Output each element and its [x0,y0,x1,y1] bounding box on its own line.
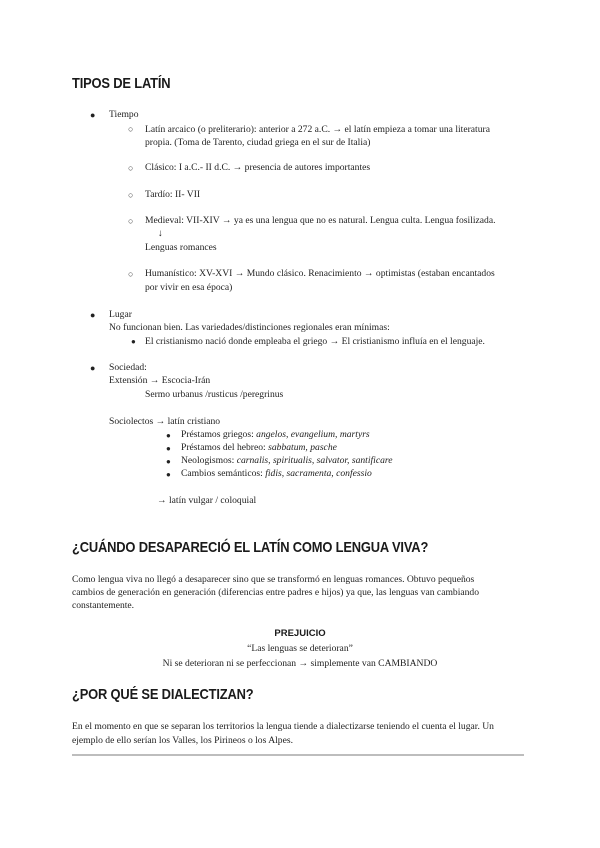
list-item: Préstamos del hebreo: sabbatum, pasche [181,442,337,453]
bullet-icon: ● [90,310,96,320]
list-item-sociedad: Sociedad: [109,362,147,373]
circle-bullet-icon: ○ [128,190,134,200]
bullet-icon: ● [166,457,171,466]
lugar-sub-item: El cristianismo nació donde empleaba el griego → El cristianismo influía en el lenguaje. [145,336,485,347]
list-item-clasico: Clásico: I a.C.- II d.C. → presencia de autores importantes [145,162,371,173]
list-item: Cambios semánticos: fidis, sacramenta, confessio [181,468,372,479]
list-item-humanistico: Humanístico: XV-XVI → Mundo clásico. Renacimiento → optimistas (estaban encantados [145,268,495,279]
prejuicio-line: Ni se deterioran ni se perfeccionan → simplemente van CAMBIANDO [162,658,438,669]
lenguas-romances: Lenguas romances [145,242,217,253]
list-item-arcaico-cont: propia. (Toma de Tarento, ciudad griega en el sur de Italia) [145,137,371,148]
bullet-icon: ● [90,363,96,373]
section-title-dialectizan: ¿POR QUÉ SE DIALECTIZAN? [72,686,254,703]
prejuicio-quote: “Las lenguas se deterioran” [247,643,353,654]
section-title-desaparecio: ¿CUÁNDO DESAPARECIÓ EL LATÍN COMO LENGUA VIVA? [72,539,429,556]
paragraph-line: Como lengua viva no llegó a desaparecer sino que se transformó en lenguas romances. Obtuvo pequeños [72,574,475,585]
circle-bullet-icon: ○ [128,124,134,134]
paragraph-line: constantemente. [72,600,135,611]
list-item-arcaico: Latín arcaico (o preliterario): anterior a 272 a.C. → el latín empieza a tomar una literatura [145,124,490,135]
paragraph-line: cambios de generación en generación (diferencias entre padres e hijos) ya que, las lenguas van cambiando [72,587,480,598]
section-title-tipos: TIPOS DE LATÍN [72,75,171,92]
arrow-down-icon: ↓ [158,228,163,239]
list-item-medieval: Medieval: VII-XIV → ya es una lengua que no es natural. Lengua culta. Lengua fosilizada. [145,215,496,226]
circle-bullet-icon: ○ [128,269,134,279]
bullet-icon: ● [166,444,171,453]
sociedad-sermo: Sermo urbanus /rusticus /peregrinus [145,389,284,400]
bullet-icon: ● [90,110,96,120]
list-item: Préstamos griegos: angelos, evangelium, martyrs [181,429,370,440]
list-item-tiempo: Tiempo [109,109,139,120]
list-item-humanistico-cont: por vivir en esa época) [145,282,233,293]
paragraph-line: ejemplo de ello serían los Valles, los Pirineos o los Alpes. [72,735,293,746]
latin-vulgar: → latín vulgar / coloquial [157,495,257,506]
prejuicio-title: PREJUICIO [274,628,326,639]
bullet-icon: ● [131,337,136,346]
lugar-text: No funcionan bien. Las variedades/distinciones regionales eran mínimas: [109,322,390,333]
list-item-tardio: Tardío: II- VII [145,189,201,200]
list-item: Neologismos: carnalis, spiritualis, salvator, santificare [181,455,393,466]
sociedad-extension: Extensión → Escocia-Irán [109,375,211,386]
horizontal-rule [72,754,524,756]
paragraph-line: En el momento en que se separan los territorios la lengua tiende a dialectizarse teniendo el cuenta el lugar. Un [72,721,494,732]
bullet-icon: ● [166,470,171,479]
circle-bullet-icon: ○ [128,216,134,226]
bullet-icon: ● [166,431,171,440]
circle-bullet-icon: ○ [128,163,134,173]
sociolectos: Sociolectos → latín cristiano [109,416,221,427]
list-item-lugar: Lugar [109,309,132,320]
